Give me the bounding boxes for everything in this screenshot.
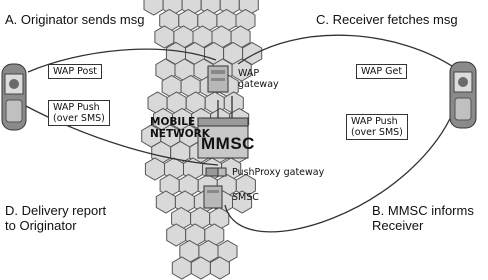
line-wap-get (238, 35, 458, 70)
label-smsc: SMSC (232, 192, 259, 203)
network-hex-cell (156, 191, 175, 213)
network-hex-cell (191, 257, 210, 279)
label-wap-get: WAP Get (356, 64, 407, 79)
wap-gateway-line2: gateway (238, 79, 279, 90)
label-d-line1: D. Delivery report (5, 203, 107, 218)
mobile-network-line1: MOBILE (150, 116, 196, 128)
label-wap-post: WAP Post (48, 64, 102, 79)
label-pushproxy-gateway: PushProxy gateway (232, 167, 325, 178)
network-hex-cell (155, 26, 174, 48)
label-wap-gateway (238, 68, 279, 90)
label-c-receiver-fetches: C. Receiver fetches msg (316, 12, 458, 27)
mobile-network-line2: NETWORK (150, 128, 210, 140)
label-d-line2: to Originator (5, 218, 77, 233)
wap-push-right-line1: WAP Push (351, 116, 398, 127)
label-a-originator-sends: A. Originator sends msg (5, 12, 145, 27)
wap-gateway-icon (208, 66, 228, 92)
label-b-line2: Receiver (372, 218, 424, 233)
label-b-mmsc-informs (372, 203, 474, 233)
network-hex-cell (167, 224, 186, 246)
receiver-phone-icon (450, 62, 476, 128)
label-b-line1: B. MMSC informs (372, 203, 474, 218)
originator-phone-icon (2, 64, 26, 130)
network-hex-cell (172, 257, 191, 279)
network-hex-cell (210, 257, 229, 279)
network-hex-cell (145, 158, 164, 180)
label-d-delivery-report (5, 203, 106, 233)
pushproxy-gateway-icon (206, 168, 226, 176)
label-wap-push-right (346, 114, 408, 140)
label-mmsc: MMSC (201, 134, 255, 153)
wap-push-left-line2: (over SMS) (53, 113, 105, 124)
wap-push-right-line2: (over SMS) (351, 127, 403, 138)
wap-push-left-line1: WAP Push (53, 102, 100, 113)
network-hex-cell (144, 0, 163, 15)
smsc-icon (204, 186, 222, 208)
label-wap-push-left (48, 100, 110, 126)
wap-gateway-line1: WAP (238, 68, 260, 79)
